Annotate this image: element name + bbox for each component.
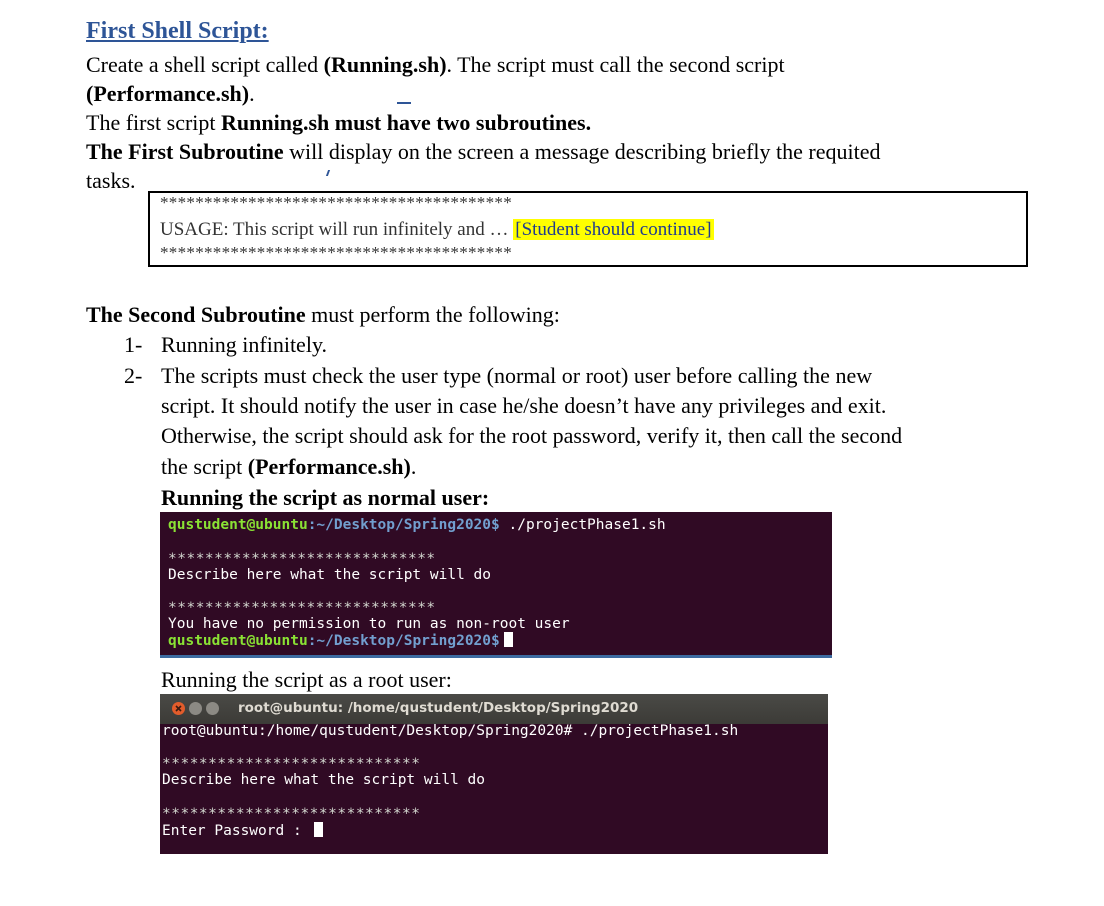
close-icon[interactable] [172,702,185,715]
intro-text: will display on the screen a message describing briefly the requited [283,139,881,164]
intro-text: The first script [86,110,222,135]
terminal-titlebar [160,694,828,724]
terminal-describe: Describe here what the script will do [162,772,486,788]
terminal-stars: ***************************** [168,600,436,616]
list-item-2-cont [161,452,416,481]
script-name: (Performance.sh) [247,454,411,479]
second-subroutine-label: The Second Subroutine [86,302,306,327]
minimize-icon[interactable] [189,702,202,715]
divider-line [160,655,832,658]
prompt-user: qustudent@ubuntu [168,633,308,649]
intro-line-3 [86,108,591,137]
usage-stars-top: **************************************** [160,193,512,212]
list-text: the script [161,454,248,479]
second-subroutine-title [86,300,560,329]
terminal-stars: **************************** [162,756,421,772]
blue-mark [326,170,330,176]
script-name: (Running.sh) [323,52,447,77]
root-prompt: root@ubuntu:/home/qustudent/Desktop/Spring2020# [162,723,573,739]
list-number-2: 2- [124,363,143,388]
terminal-describe: Describe here what the script will do [168,567,492,583]
maximize-icon[interactable] [206,702,219,715]
intro-line-4 [86,137,881,166]
password-prompt: Enter Password : [162,823,311,839]
normal-user-label: Running the script as normal user: [161,485,490,510]
root-user-label: Running the script as a root user: [161,667,452,692]
list-item-1: Running infinitely. [161,332,328,357]
intro-text: . The script must call the second script [446,52,785,77]
list-item-2-cont: Otherwise, the script should ask for the root password, verify it, then call the second [161,423,903,448]
terminal-cursor [504,632,513,647]
prompt-user: qustudent@ubuntu [168,517,308,533]
first-subroutine-label: The First Subroutine [86,139,284,164]
intro-line-5: tasks. [86,168,136,193]
usage-highlight: [Student should continue] [515,219,712,240]
terminal-cursor[interactable] [314,822,323,837]
intro-bold-text: Running.sh must have two subroutines. [221,110,592,135]
terminal-command: ./projectPhase1.sh [572,723,739,739]
list-item-2: The scripts must check the user type (normal or root) user before calling the new [161,363,873,388]
list-item-2-cont: script. It should notify the user in case he/she doesn’t have any privileges and exit. [161,393,887,418]
list-text: . [410,454,417,479]
script-name: (Performance.sh) [86,81,250,106]
terminal-normal-user [160,512,832,655]
intro-text: . [249,81,255,106]
second-subroutine-text: must perform the following: [305,302,560,327]
terminal-prompt-line [168,517,666,533]
terminal-prompt-line [168,632,513,649]
intro-text: Create a shell script called [86,52,324,77]
usage-text: USAGE: This script will run infinitely and … [160,219,514,240]
prompt-path: :~/Desktop/Spring2020$ [307,633,500,649]
terminal-stars: ***************************** [168,551,436,567]
usage-stars-bottom: **************************************** [160,243,512,262]
prompt-path: :~/Desktop/Spring2020$ [307,517,500,533]
page-heading: First Shell Script: [86,18,269,44]
terminal-command: ./projectPhase1.sh [499,517,666,533]
terminal-window-title: root@ubuntu: /home/qustudent/Desktop/Spring2020 [238,700,639,716]
intro-line-2 [86,79,255,108]
terminal-prompt-line [162,723,738,739]
list-number-1: 1- [124,332,143,357]
terminal-root-user [160,694,828,854]
blue-mark [397,102,411,104]
usage-box [148,191,1028,267]
intro-line-1 [86,50,785,79]
terminal-no-permission: You have no permission to run as non-root user [168,616,570,632]
terminal-stars: **************************** [162,806,421,822]
terminal-password-line [162,822,323,839]
usage-line [160,219,714,241]
